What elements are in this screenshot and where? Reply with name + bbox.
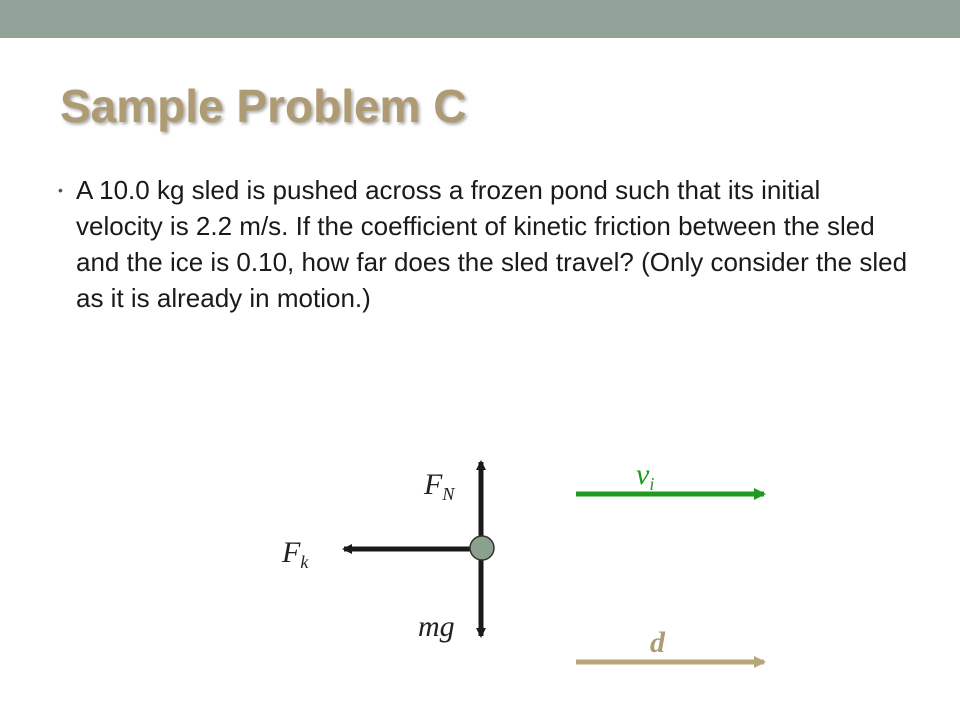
- displacement-label: d: [650, 626, 665, 659]
- bullet-icon: •: [58, 182, 63, 198]
- friction-force-label: $F_k$: [282, 536, 309, 572]
- slide-title: Sample Problem C: [60, 80, 467, 132]
- velocity-label: $v_i$: [636, 458, 655, 494]
- weight-label: mg: [418, 610, 455, 643]
- sled-point: [470, 536, 494, 560]
- problem-statement: A 10.0 kg sled is pushed across a frozen pond such that its initial velocity is 2.2 m/s. If the coefficient of kinetic friction between the sled and the ice is 0.10, how far does the sled travel? (Only consider the sled as it is already in motion.): [76, 175, 908, 313]
- normal-force-label: $F_N$: [424, 468, 455, 504]
